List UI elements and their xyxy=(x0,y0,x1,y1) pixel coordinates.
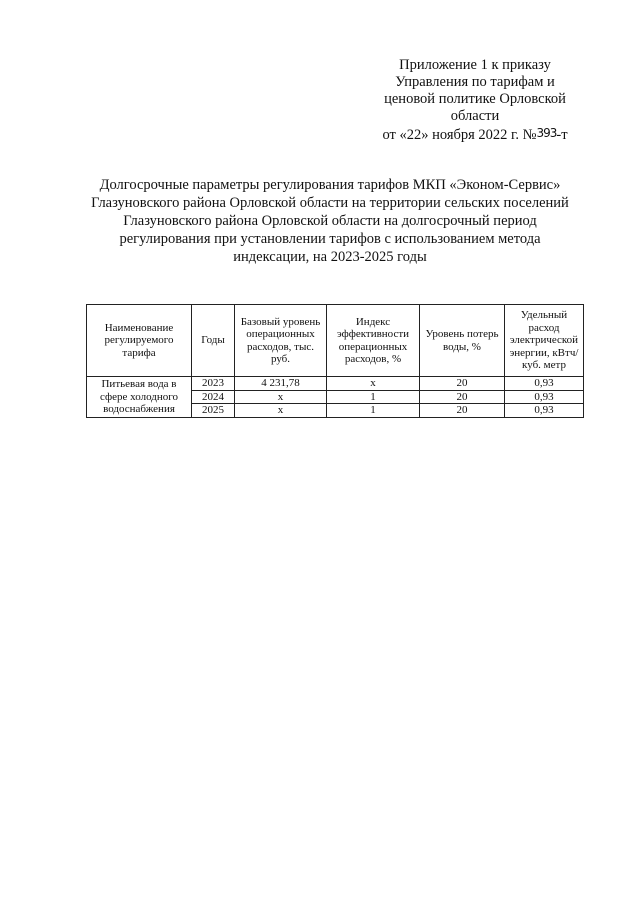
header-energy-consumption: Удельный расход электрической энергии, кВтч/куб. метр xyxy=(505,305,584,377)
header-years: Годы xyxy=(192,305,235,377)
base-opex-cell: 4 231,78 xyxy=(235,377,327,391)
energy-consumption-cell: 0,93 xyxy=(505,390,584,404)
header-efficiency-index: Индекс эффективности операционных расходов, % xyxy=(327,305,420,377)
energy-consumption-cell: 0,93 xyxy=(505,377,584,391)
order-date-line xyxy=(355,125,595,144)
title-line: индексации, на 2023-2025 годы xyxy=(233,249,427,265)
efficiency-index-cell: 1 xyxy=(327,390,420,404)
appendix-line: Управления по тарифам и xyxy=(395,74,555,90)
base-opex-cell: х xyxy=(235,404,327,418)
table-header-row xyxy=(87,305,584,377)
year-cell: 2023 xyxy=(192,377,235,391)
year-cell: 2024 xyxy=(192,390,235,404)
appendix-line: Приложение 1 к приказу xyxy=(399,57,551,73)
appendix-line: области xyxy=(450,108,500,124)
header-tariff-name: Наименование регулируемого тарифа xyxy=(87,305,192,377)
title-line: Глазуновского района Орловской области на долгосрочный период xyxy=(123,213,537,229)
header-water-losses: Уровень потерь воды, % xyxy=(420,305,505,377)
document-title xyxy=(80,176,580,266)
table-row xyxy=(87,377,584,391)
title-line: Глазуновского района Орловской области на территории сельских поселений xyxy=(91,195,569,211)
water-losses-cell: 20 xyxy=(420,390,505,404)
parameters-table xyxy=(86,304,584,418)
title-line: Долгосрочные параметры регулирования тарифов МКП «Эконом-Сервис» xyxy=(99,177,561,193)
order-number-handwritten: 393 xyxy=(536,126,557,140)
title-line: регулирования при установлении тарифов с использованием метода xyxy=(119,231,541,247)
tariff-name-cell: Питьевая вода в сфере холодного водоснабжения xyxy=(87,377,192,418)
appendix-line: ценовой политике Орловской xyxy=(384,91,566,107)
base-opex-cell: х xyxy=(235,390,327,404)
water-losses-cell: 20 xyxy=(420,377,505,391)
efficiency-index-cell: 1 xyxy=(327,404,420,418)
water-losses-cell: 20 xyxy=(420,404,505,418)
year-cell: 2025 xyxy=(192,404,235,418)
efficiency-index-cell: х xyxy=(327,377,420,391)
order-date-prefix: от «22» ноября 2022 г. № xyxy=(382,127,537,143)
energy-consumption-cell: 0,93 xyxy=(505,404,584,418)
order-number-suffix: -т xyxy=(556,127,568,143)
appendix-reference xyxy=(355,57,595,144)
header-base-opex: Базовый уровень операционных расходов, тыс. руб. xyxy=(235,305,327,377)
